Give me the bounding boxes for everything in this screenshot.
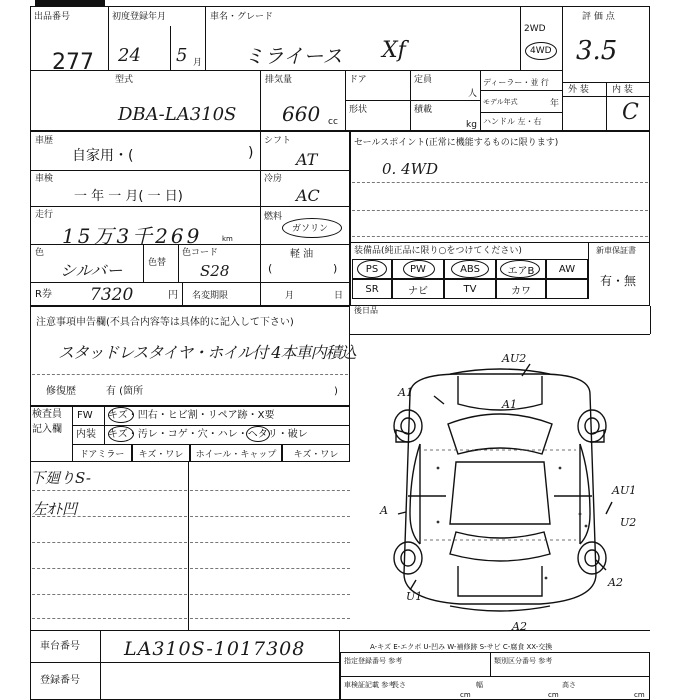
lot-value: 277 [52,50,94,75]
mark-u2: U2 [620,516,637,529]
fw-items: キズ・凹右・ヒビ割・リペア跡・X要 [108,410,275,421]
first-reg-label: 初度登録年月 [112,12,167,22]
cell-wheel-damage: キズ・ワレ [282,444,350,462]
chassis-value: LA310S-1017308 [124,638,306,660]
car-name: ミライース [244,44,343,68]
height-label: 高さ [562,681,576,689]
score-label: 評 価 点 [582,12,615,22]
mileage-value: 15万3千269 [62,224,203,248]
displacement-label: 排気量 [265,75,293,85]
equip-navi: ナビ [392,279,444,299]
width-label: 幅 [476,681,483,689]
ac-value: AC [296,186,320,205]
fw-label: FW [77,410,93,421]
score-value: 3.5 [576,36,618,66]
color-label: 色 [35,248,45,258]
equip-leather: カワ [496,279,546,299]
door-label: ドア [349,75,367,85]
title-month: 月 [285,291,295,301]
repair-label: 修復歴 [46,386,76,397]
inspector-label-2: 記入欄 [32,424,62,435]
title-expiry-label: 名変期限 [192,291,229,301]
handwritten-note-2: 左ｵﾄ凹 [32,500,78,518]
handwritten-note-1: 下廻りS- [30,469,91,487]
dims-label: 車検証記載 参考 [344,681,396,689]
mark-a: A [380,504,388,517]
equip-sr: SR [352,279,392,299]
repair-value: 有 (箇所 [106,386,144,397]
fuel-label: 燃料 [264,212,283,222]
cell-wheel-cap: ホイール・キャップ [190,444,282,462]
damage-legend: A-キズ E-エクボ U-凹み W-補修跡 S-サビ C-腐食 XX-交換 [370,643,553,651]
recycle-label: R券 [35,289,52,300]
warranty-value: 有・無 [600,274,637,288]
mileage-unit: km [222,235,233,243]
circle-pw [403,260,435,278]
color-value: シルバー [60,261,123,280]
model-year-label: モデル年式 [483,98,518,106]
sales-value: 0. 4WD [382,160,439,178]
lot-label: 出品番号 [34,12,71,22]
int-label: 内装 [76,429,96,440]
dealer-label: ディーラー・並 行 [483,78,549,87]
fuel-alt: 軽 油 [290,249,314,260]
mark-a1-center: A1 [502,398,517,411]
mark-a2-right: A2 [608,576,623,589]
notes-label: 注意事項申告欄(不具合内容等は具体的に記入して下さい) [36,317,294,328]
height-unit: cm [634,691,645,699]
load-unit: kg [466,120,477,130]
mark-u1: U1 [406,590,423,603]
mileage-label: 走行 [35,210,54,220]
color-change-label: 色替 [148,258,167,268]
color-code-label: 色コード [182,248,219,258]
equipment-label: 装備品(純正品に限り○をつけてください) [354,246,522,256]
color-code-value: S28 [200,262,230,280]
reg-month: 5 [176,45,188,66]
displacement-value: 660 [282,102,321,126]
fuel-value: ガソリン [292,224,329,234]
equip-abs: ABS [444,259,496,279]
circle-abs [451,260,489,278]
year-unit: 年 [550,99,560,109]
drive-label: 2WD [524,24,546,34]
model-label: 型式 [115,75,134,85]
spec1-label: 指定登録番号 参考 [344,657,403,665]
interior-value: C [622,100,639,125]
circle-ps [357,260,387,278]
equip-pw: PW [392,259,444,279]
interior-label: 内 装 [612,85,633,95]
name-label: 車名・グレード [210,12,274,22]
load-label: 積載 [414,105,433,115]
length-label: 長さ [392,681,406,689]
month-unit: 月 [193,58,203,68]
shift-value: AT [296,150,318,169]
notes-value: スタッドレスタイヤ・ホイル付 4本車内積込 [58,343,356,362]
mark-au2: AU2 [502,352,527,365]
model-value: DBA-LA310S [118,104,237,125]
shape-label: 形状 [349,105,368,115]
inspector-label-1: 検査員 [32,409,62,420]
equip-tv: TV [444,279,496,299]
shaken-label: 車検 [35,174,54,184]
sales-label: セールスポイント(正常に機能するものに限ります) [354,138,559,148]
title-day: 日 [334,291,344,301]
cell-door-mirror: ドアミラー [72,444,132,462]
later-label: 後日品 [354,306,378,315]
width-unit: cm [548,691,559,699]
displacement-unit: cc [328,117,338,127]
handle-label: ハンドル 左・右 [483,117,542,126]
capacity-label: 定員 [414,75,433,85]
recycle-value: 7320 [90,285,134,305]
plate-label: 登録番号 [40,675,80,686]
equip-aw: AW [546,259,588,279]
car-diagram [350,334,650,630]
equip-airbag: エアB [496,259,546,279]
reg-year: 24 [118,45,141,66]
chassis-label: 車台番号 [40,641,80,652]
usage-close: ) [248,145,254,161]
capacity-unit: 人 [468,89,478,99]
int-items: キズ・汚レ・コゲ・穴・ハレ・ヘタリ・破レ [108,429,308,440]
shift-label: シフト [264,136,292,146]
cell-mirror-damage: キズ・ワレ [132,444,190,462]
spec2-label: 類別区分番号 参考 [494,657,553,665]
exterior-label: 外 装 [568,85,589,95]
mark-au1: AU1 [612,484,637,497]
length-unit: cm [460,691,471,699]
drive-value: 4WD [530,46,552,56]
ac-label: 冷房 [264,174,283,184]
shaken-value: 一 年 一 月( 一 日) [74,189,183,204]
warranty-label: 新車保証書 [596,246,636,255]
circle-airbag [500,260,540,278]
mark-a2-bottom: A2 [512,620,527,630]
recycle-unit: 円 [168,290,178,301]
usage-value: 自家用・( [72,148,134,164]
equip-ps: PS [352,259,392,279]
repair-close: ) [334,386,338,397]
usage-label: 車歴 [35,136,54,146]
grade: Xf [382,38,406,63]
mark-a1-left: A1 [398,386,413,399]
